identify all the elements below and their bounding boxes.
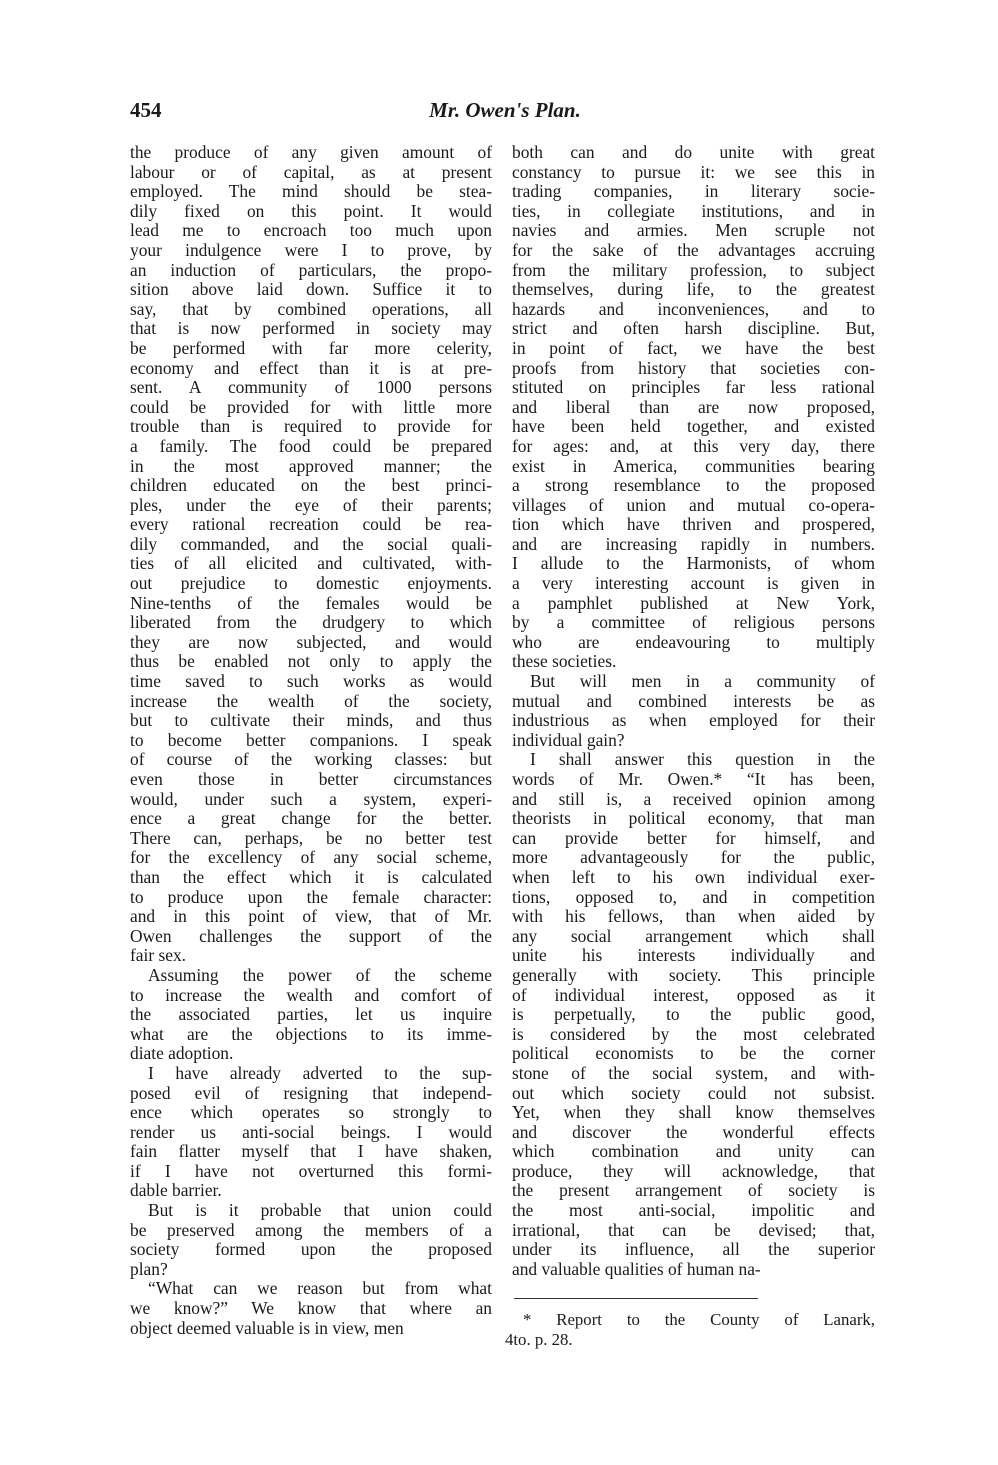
- text-line: children educated on the best princi-: [130, 475, 492, 496]
- text-line: an induction of particulars, the propo-: [130, 259, 492, 280]
- text-line: a very interesting account is given in: [512, 573, 875, 594]
- text-line: from the military profession, to subject: [512, 259, 875, 280]
- text-line: in the most approved manner; the: [130, 455, 492, 476]
- footnote: [505, 1310, 875, 1350]
- text-line: words of Mr. Owen.* “It has been,: [512, 769, 875, 789]
- text-line: dable barrier.: [130, 1180, 222, 1201]
- text-line: when left to his own individual exer-: [512, 866, 875, 887]
- text-line: themselves, during life, to the greatest: [512, 279, 875, 300]
- text-line: ties, in collegiate institutions, and in: [512, 200, 875, 221]
- page-header: [130, 98, 880, 132]
- text-line: villages of union and mutual co-opera-: [512, 494, 875, 515]
- text-line: mutual and combined interests be as: [512, 690, 875, 711]
- text-line: Nine-tenths of the females would be: [130, 592, 492, 613]
- text-line: but to cultivate their minds, and thus: [130, 710, 492, 731]
- text-line: ples, under the eye of their parents;: [130, 494, 492, 515]
- text-line: economy and effect than it is at pre-: [130, 357, 492, 378]
- text-line: dily fixed on this point. It would: [130, 200, 492, 221]
- text-line: irrational, that can be devised; that,: [512, 1219, 875, 1240]
- text-line: generally with society. This principle: [512, 964, 875, 985]
- text-line: unite his interests individually and: [512, 945, 875, 966]
- text-line: thus be enabled not only to apply the: [130, 651, 492, 672]
- text-line: sition above laid down. Suffice it to: [130, 279, 492, 300]
- text-line: render us anti-social beings. I would: [130, 1121, 492, 1142]
- text-line: trouble than is required to provide for: [130, 416, 492, 437]
- text-line: lead me to encroach too much upon: [130, 220, 492, 241]
- text-line: object deemed valuable is in view, men: [130, 1317, 404, 1338]
- text-line: for the sake of the advantages accruing: [512, 239, 875, 260]
- text-line: increase the wealth of the society,: [130, 690, 492, 711]
- text-line: of course of the working classes: but: [130, 749, 492, 770]
- right-column: [512, 143, 875, 1279]
- text-line: society formed upon the proposed: [130, 1239, 492, 1260]
- text-line: any social arrangement which shall: [512, 925, 875, 946]
- text-line: political economists to be the corner: [512, 1043, 875, 1064]
- footnote-rule: [514, 1298, 758, 1299]
- text-line: even those in better circumstances: [130, 769, 492, 789]
- text-line: be preserved among the members of a: [130, 1219, 492, 1240]
- text-line: theorists in political economy, that man: [512, 808, 875, 829]
- text-line: individual gain?: [512, 729, 625, 750]
- text-line: produce, they will acknowledge, that: [512, 1160, 875, 1181]
- text-line: can provide better for himself, and: [512, 827, 875, 848]
- text-line: trading companies, in literary socie-: [512, 181, 875, 202]
- text-line: I shall answer this question in the: [530, 749, 875, 770]
- text-line: industrious as when employed for their: [512, 710, 875, 731]
- text-line: liberated from the drudgery to which: [130, 612, 492, 633]
- text-line: and liberal than are now proposed,: [512, 396, 875, 417]
- text-line: a strong resemblance to the proposed: [512, 475, 875, 496]
- text-line: constancy to pursue it: we see this in: [512, 161, 875, 182]
- text-line: would, under such a system, experi-: [130, 788, 492, 809]
- text-line: tion which have thriven and prospered,: [512, 514, 875, 535]
- text-line: your indulgence were I to prove, by: [130, 239, 492, 260]
- text-line: “What can we reason but from what: [148, 1278, 492, 1299]
- text-line: say, that by combined operations, all: [130, 298, 492, 319]
- text-line: for ages: and, at this very day, there: [512, 435, 875, 456]
- text-line: by a committee of religious persons: [512, 612, 875, 633]
- text-line: could be provided for with little more: [130, 396, 492, 417]
- text-line: ence a great change for the better.: [130, 808, 492, 829]
- text-line: of individual interest, opposed as it: [512, 984, 875, 1005]
- text-line: be performed with far more celerity,: [130, 337, 492, 358]
- text-line: and valuable qualities of human na-: [512, 1258, 761, 1279]
- text-line: I allude to the Harmonists, of whom: [512, 553, 875, 574]
- text-line: these societies.: [512, 651, 617, 672]
- text-line: than the effect which it is calculated: [130, 866, 492, 887]
- text-line: stituted on principles far less rational: [512, 377, 875, 398]
- text-line: out prejudice to domestic enjoyments.: [130, 573, 492, 594]
- text-line: ence which operates so strongly to: [130, 1102, 492, 1123]
- text-line: dily commanded, and the social quali-: [130, 533, 492, 554]
- text-line: to become better companions. I speak: [130, 729, 492, 750]
- left-column: [130, 143, 492, 1338]
- text-line: Assuming the power of the scheme: [148, 964, 492, 985]
- text-line: the produce of any given amount of: [130, 142, 492, 162]
- text-line: and still is, a received opinion among: [512, 788, 875, 809]
- text-line: in point of fact, we have the best: [512, 337, 875, 358]
- text-line: There can, perhaps, be no better test: [130, 827, 492, 848]
- text-line: with his fellows, than when aided by: [512, 906, 875, 927]
- text-line: posed evil of resigning that independ-: [130, 1082, 492, 1103]
- text-line: have been held together, and existed: [512, 416, 875, 437]
- text-line: what are the objections to its imme-: [130, 1023, 492, 1044]
- text-line: plan?: [130, 1258, 168, 1279]
- text-line: But will men in a community of: [530, 671, 875, 692]
- text-line: which combination and unity can: [512, 1141, 875, 1162]
- running-head: Mr. Owen's Plan.: [429, 98, 581, 122]
- text-line: every rational recreation could be rea-: [130, 514, 492, 535]
- text-line: strict and often harsh discipline. But,: [512, 318, 875, 339]
- text-line: under its influence, all the superior: [512, 1239, 875, 1260]
- text-line: tions, opposed to, and in competition: [512, 886, 875, 907]
- text-line: employed. The mind should be stea-: [130, 181, 492, 202]
- text-line: out which society could not subsist.: [512, 1082, 875, 1103]
- text-line: and in this point of view, that of Mr.: [130, 906, 492, 927]
- text-line: exist in America, communities bearing: [512, 455, 875, 476]
- text-line: and discover the wonderful effects: [512, 1121, 875, 1142]
- text-line: and are increasing rapidly in numbers.: [512, 533, 875, 554]
- text-line: navies and armies. Men scruple not: [512, 220, 875, 241]
- text-line: the associated parties, let us inquire: [130, 1004, 492, 1025]
- text-line: who are endeavouring to multiply: [512, 631, 875, 652]
- text-line: Yet, when they shall know themselves: [512, 1102, 875, 1123]
- text-line: diate adoption.: [130, 1043, 234, 1064]
- text-line: to increase the wealth and comfort of: [130, 984, 492, 1005]
- text-line: fain flatter myself that I have shaken,: [130, 1141, 492, 1162]
- text-line: is perpetually, to the public good,: [512, 1004, 875, 1025]
- text-line: if I have not overturned this formi-: [130, 1160, 492, 1181]
- text-line: hazards and inconveniences, and to: [512, 298, 875, 319]
- text-line: * Report to the County of Lanark,: [523, 1310, 875, 1329]
- text-line: is considered by the most celebrated: [512, 1023, 875, 1044]
- text-line: we know?” We know that where an: [130, 1298, 492, 1319]
- text-line: But is it probable that union could: [148, 1200, 492, 1221]
- text-line: to produce upon the female character:: [130, 886, 492, 907]
- text-line: Owen challenges the support of the: [130, 925, 492, 946]
- text-line: time saved to such works as would: [130, 671, 492, 692]
- text-line: a pamphlet published at New York,: [512, 592, 875, 613]
- text-line: labour or of capital, as at present: [130, 161, 492, 182]
- text-line: the present arrangement of society is: [512, 1180, 875, 1201]
- page-number: 454: [130, 98, 162, 122]
- text-line: more advantageously for the public,: [512, 847, 875, 868]
- text-line: the most anti-social, impolitic and: [512, 1200, 875, 1221]
- text-line: I have already adverted to the sup-: [148, 1062, 492, 1083]
- text-line: ties of all elicited and cultivated, with-: [130, 553, 492, 574]
- text-line: sent. A community of 1000 persons: [130, 377, 492, 398]
- text-line: that is now performed in society may: [130, 318, 492, 339]
- text-line: 4to. p. 28.: [505, 1330, 573, 1349]
- text-line: fair sex.: [130, 945, 187, 966]
- text-line: proofs from history that societies con-: [512, 357, 875, 378]
- text-line: a family. The food could be prepared: [130, 435, 492, 456]
- text-line: stone of the social system, and with-: [512, 1062, 875, 1083]
- text-line: both can and do unite with great: [512, 142, 875, 162]
- text-line: for the excellency of any social scheme,: [130, 847, 492, 868]
- text-line: they are now subjected, and would: [130, 631, 492, 652]
